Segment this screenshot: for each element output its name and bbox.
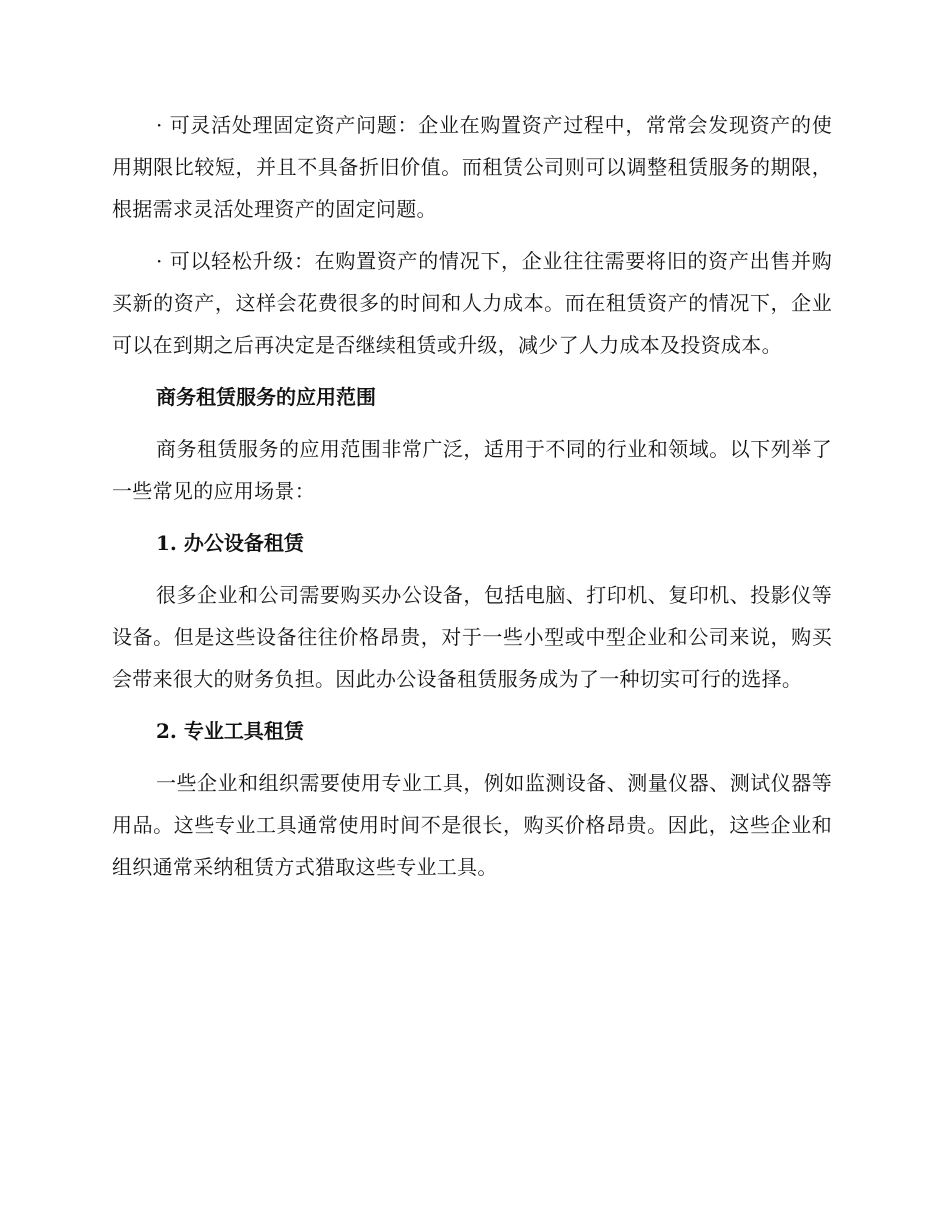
paragraph-professional-tools: 一些企业和组织需要使用专业工具，例如监测设备、测量仪器、测试仪器等用品。这些专业工具通常使用时间不是很长，购买价格昂贵。因此，这些企业和组织通常采纳租赁方式猎取这些专业工具。: [112, 771, 832, 879]
paragraph-application-intro: 商务租赁服务的应用范围非常广泛，适用于不同的行业和领域。以下列举了一些常见的应用场景：: [112, 437, 832, 503]
subheading-office-equipment: 1. 办公设备租赁: [156, 531, 304, 555]
paragraph-fixed-assets: · 可灵活处理固定资产问题：企业在购置资产过程中，常常会发现资产的使用期限比较短，并且不具备折旧价值。而租赁公司则可以调整租赁服务的期限，根据需求灵活处理资产的固定问题。: [112, 113, 832, 221]
section-heading-application-scope: 商务租赁服务的应用范围: [156, 385, 376, 409]
subheading-professional-tools: 2. 专业工具租赁: [156, 719, 304, 743]
document-page: [112, 104, 832, 888]
paragraph-easy-upgrade: · 可以轻松升级：在购置资产的情况下，企业往往需要将旧的资产出售并购买新的资产，这样会花费很多的时间和人力成本。而在租赁资产的情况下，企业可以在到期之后再决定是否继续租赁或升级，减少了人力成本及投资成本。: [112, 249, 832, 357]
paragraph-office-equipment: 很多企业和公司需要购买办公设备，包括电脑、打印机、复印机、投影仪等设备。但是这些设备往往价格昂贵，对于一些小型或中型企业和公司来说，购买会带来很大的财务负担。因此办公设备租赁服务成为了一种切实可行的选择。: [112, 583, 832, 691]
